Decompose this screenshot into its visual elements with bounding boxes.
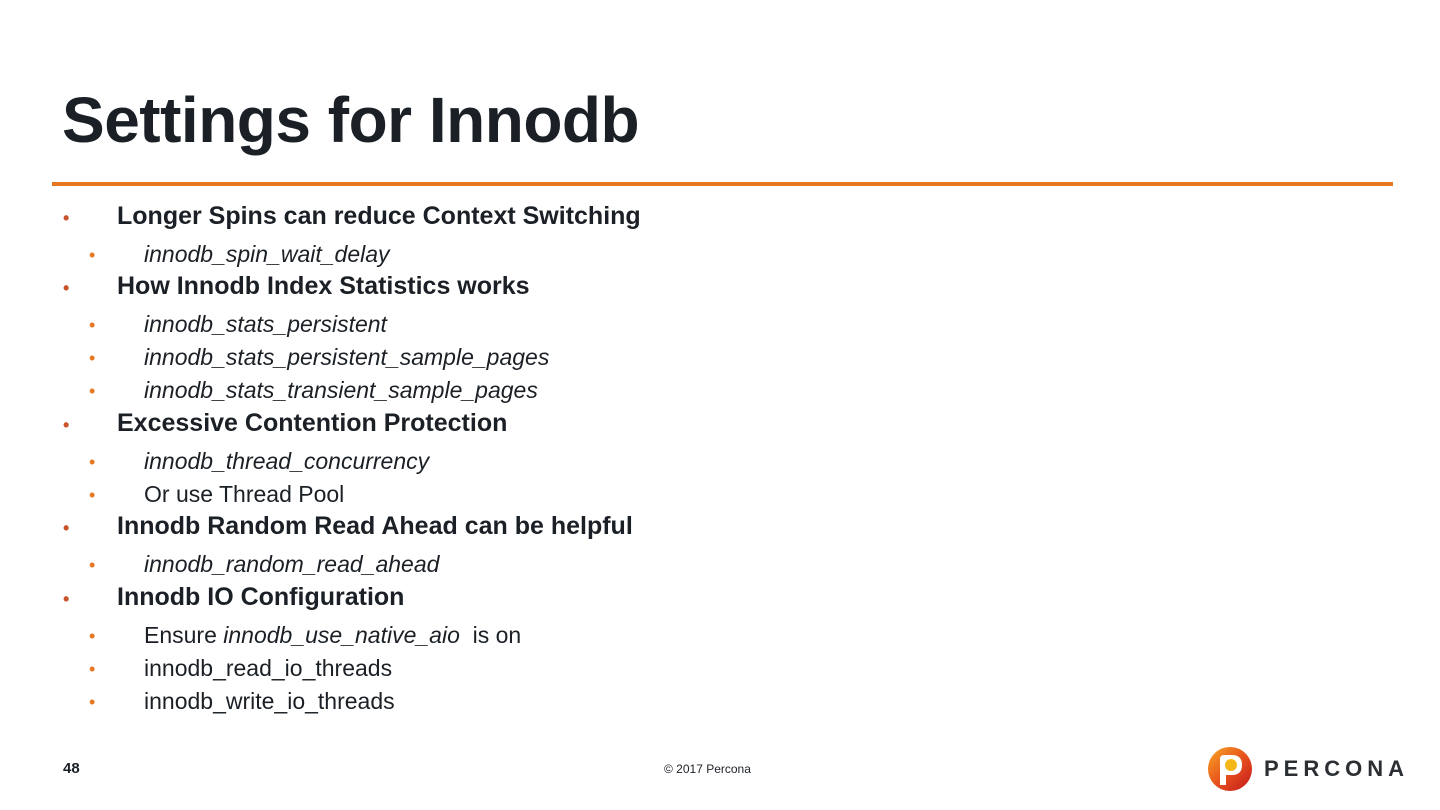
bullet-text: How Innodb Index Statistics works [117, 272, 530, 300]
sub-bullet-item [89, 311, 387, 338]
bullet-icon: • [89, 555, 96, 575]
sub-bullet-item [89, 241, 390, 268]
bullet-icon: • [89, 485, 96, 505]
bullet-item [63, 512, 633, 541]
bullet-icon: • [63, 278, 70, 298]
sub-bullet-item [89, 551, 440, 578]
page-number: 48 [63, 760, 80, 777]
bullet-icon: • [89, 348, 96, 368]
sub-bullet-item [89, 448, 430, 475]
bullet-text: Excessive Contention Protection [117, 409, 508, 437]
copyright-text: © 2017 Percona [664, 762, 751, 776]
bullet-item [63, 272, 530, 301]
bullet-text: innodb_thread_concurrency [144, 448, 430, 474]
sub-bullet-item [89, 377, 538, 404]
bullet-text: innodb_spin_wait_delay [144, 241, 390, 267]
bullet-icon: • [63, 518, 70, 538]
sub-bullet-item [89, 688, 395, 715]
bullet-text: Longer Spins can reduce Context Switching [117, 202, 641, 230]
bullet-text: innodb_stats_transient_sample_pages [144, 377, 538, 403]
sub-bullet-item [89, 655, 393, 682]
bullet-text: innodb_write_io_threads [144, 688, 395, 714]
bullet-item [63, 409, 508, 438]
bullet-icon: • [63, 208, 70, 228]
bullet-icon: • [89, 692, 96, 712]
bullet-text: innodb_stats_persistent [144, 311, 387, 337]
sub-bullet-item [89, 622, 522, 649]
bullet-icon: • [63, 589, 70, 609]
bullet-prefix: Ensure [144, 622, 224, 648]
slide-title: Settings for Innodb [62, 84, 640, 156]
bullet-icon: • [89, 626, 96, 646]
bullet-text: innodb_random_read_ahead [144, 551, 440, 577]
sub-bullet-item [89, 344, 550, 371]
bullet-icon: • [89, 381, 96, 401]
bullet-icon: • [63, 415, 70, 435]
bullet-suffix: is on [459, 622, 522, 648]
percona-logo [1206, 745, 1410, 793]
bullet-icon: • [89, 452, 96, 472]
logo-text: PERCONA [1264, 756, 1410, 781]
bullet-item [63, 202, 641, 231]
bullet-text: Or use Thread Pool [144, 481, 345, 507]
bullet-text: Innodb Random Read Ahead can be helpful [117, 512, 633, 540]
bullet-icon: • [89, 245, 96, 265]
percona-logo-icon [1206, 745, 1254, 793]
bullet-text: innodb_stats_persistent_sample_pages [144, 344, 550, 370]
bullet-text: innodb_read_io_threads [144, 655, 393, 681]
bullet-text: innodb_use_native_aio [223, 622, 460, 648]
bullet-icon: • [89, 659, 96, 679]
sub-bullet-item [89, 481, 345, 508]
bullet-icon: • [89, 315, 96, 335]
bullet-item [63, 583, 405, 612]
bullet-text: Innodb IO Configuration [117, 583, 405, 611]
